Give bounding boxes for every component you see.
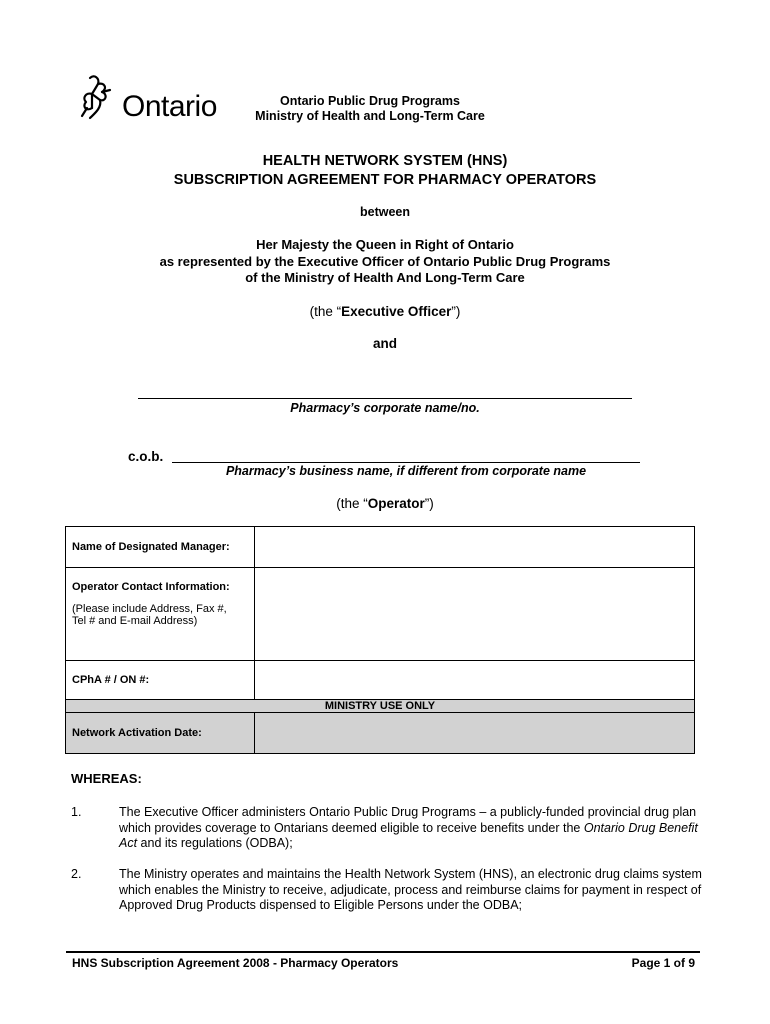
designated-manager-label: [66, 527, 255, 568]
document-title: [0, 152, 770, 190]
contact-note: (Please include Address, Fax #,: [72, 603, 227, 615]
table-row: [66, 661, 695, 700]
corporate-name-line[interactable]: [138, 398, 632, 399]
table-row: [66, 527, 695, 568]
cpha-field[interactable]: [255, 661, 695, 700]
designated-manager-field[interactable]: [255, 527, 695, 568]
program-name: Ontario Public Drug Programs: [280, 94, 460, 108]
item-number: 1.: [71, 805, 82, 819]
table-row: [66, 713, 695, 754]
contact-info-label: [66, 568, 255, 661]
ministry-use-header: MINISTRY USE ONLY: [66, 700, 695, 713]
trillium-icon: [78, 72, 124, 128]
text-part: and its regulations (ODBA);: [137, 836, 293, 850]
executive-officer-name: Executive Officer: [341, 304, 452, 319]
activation-date-label: [66, 713, 255, 754]
party-line-1: Her Majesty the Queen in Right of Ontario: [256, 237, 514, 252]
quote-close: ”): [451, 304, 461, 319]
logo-wordmark: Ontario: [122, 90, 217, 123]
between-text: between: [359, 205, 410, 219]
label-text: Operator Contact Information:: [72, 581, 230, 593]
table-row: [66, 568, 695, 661]
act-name: Ontario Drug Benefit Act: [119, 820, 698, 850]
first-party: [0, 237, 770, 287]
ontario-logo: [78, 72, 228, 128]
executive-officer-ref: [0, 304, 770, 319]
footer-divider: [66, 951, 700, 953]
operator-ref: [0, 496, 770, 511]
title-line-1: HEALTH NETWORK SYSTEM (HNS): [262, 153, 508, 169]
table-row: [66, 700, 695, 713]
item-number: 2.: [71, 867, 82, 881]
item-text: [119, 805, 704, 852]
business-name-label: Pharmacy’s business name, if different from corporate name: [225, 464, 587, 478]
quote-open: (the “: [309, 304, 342, 319]
cob-label: c.o.b.: [128, 449, 164, 464]
operator-info-table: [65, 526, 695, 754]
cpha-label: [66, 661, 255, 700]
contact-note: Tel # and E-mail Address): [72, 615, 198, 627]
activation-date-field[interactable]: [255, 713, 695, 754]
party-line-3: of the Ministry of Health And Long-Term Care: [245, 270, 525, 285]
footer-title: HNS Subscription Agreement 2008 - Pharmacy Operators: [72, 956, 399, 970]
business-name-line[interactable]: [172, 462, 640, 463]
label-text: Network Activation Date:: [72, 727, 202, 739]
text-part: The Executive Officer administers Ontario Public Drug Programs – a publicly-funded provincial drug plan which provides coverage to Ontarians deemed eligible to receive benefits under the: [119, 805, 697, 835]
label-text: Name of Designated Manager:: [72, 541, 230, 553]
label-text: CPhA # / ON #:: [72, 674, 150, 686]
item-text: The Ministry operates and maintains the Health Network System (HNS), an electronic drug claims system which enables the Ministry to receive, adjudicate, process and reimburse claims for payment in respect of Approved Drug Products dispensed to Eligible Persons under the ODBA;: [119, 867, 702, 912]
ministry-name: Ministry of Health and Long-Term Care: [255, 109, 485, 123]
quote-open: (the “: [336, 496, 368, 511]
corporate-name-label: Pharmacy’s corporate name/no.: [290, 401, 480, 415]
title-line-2: SUBSCRIPTION AGREEMENT FOR PHARMACY OPERATORS: [173, 172, 597, 188]
and-text: and: [372, 336, 397, 351]
whereas-heading: WHEREAS:: [71, 771, 142, 786]
page-number: Page 1 of 9: [631, 956, 695, 970]
operator-name: Operator: [367, 496, 425, 511]
quote-close: ”): [424, 496, 434, 511]
party-line-2: as represented by the Executive Officer of Ontario Public Drug Programs: [159, 253, 611, 269]
program-header: [230, 94, 510, 124]
contact-info-field[interactable]: [255, 568, 695, 661]
